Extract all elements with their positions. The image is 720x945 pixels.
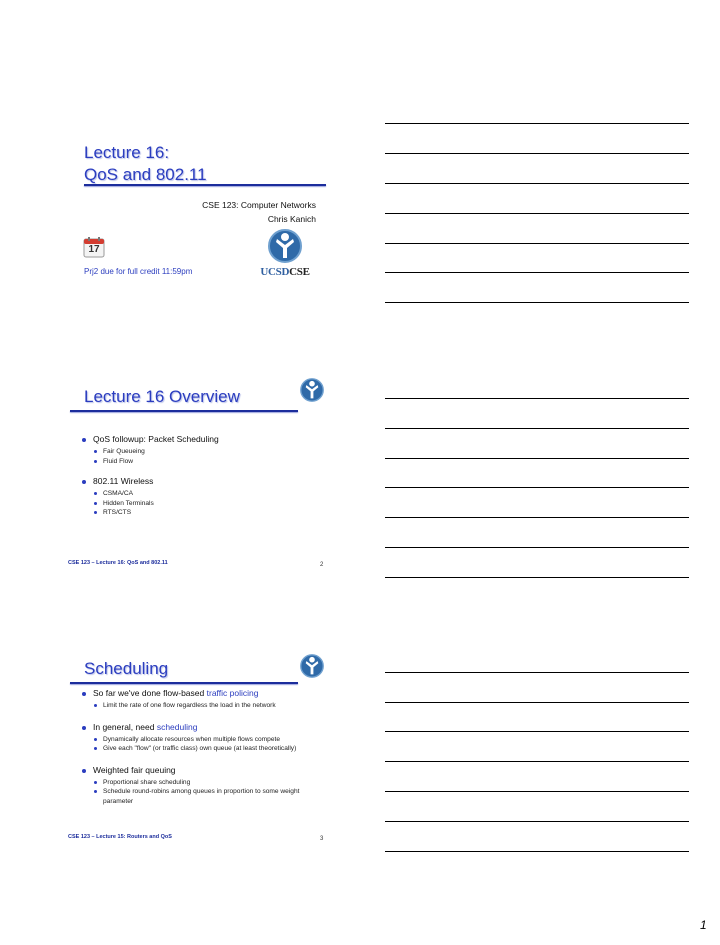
- slide3-bullets: [80, 688, 320, 806]
- slide2-page-number: 2: [320, 562, 324, 568]
- bullet-policing: [80, 688, 320, 711]
- note-line: [385, 517, 689, 518]
- note-line: [385, 702, 689, 703]
- slide1-byline: [202, 198, 316, 226]
- note-line: [385, 487, 689, 488]
- slide1-title-line2: QoS and 802.11: [84, 165, 207, 184]
- sheet-page-number: 1: [700, 918, 707, 932]
- sub-bullet: Fluid Flow: [93, 457, 219, 467]
- slide3-page-number: 3: [320, 836, 324, 842]
- note-line: [385, 791, 689, 792]
- slide3-title: Scheduling: [84, 659, 169, 678]
- sub-bullet: Fair Queueing: [93, 447, 219, 457]
- bullet-need-scheduling: [80, 722, 320, 754]
- slide2-title: Lecture 16 Overview: [84, 387, 240, 406]
- note-line: [385, 821, 689, 822]
- ucsd-figure-icon: [300, 376, 324, 404]
- note-line: [385, 272, 689, 273]
- slide-3: [56, 648, 336, 858]
- note-line: [385, 851, 689, 852]
- note-line: [385, 243, 689, 244]
- instructor-name: Chris Kanich: [267, 214, 316, 224]
- note-line: [385, 731, 689, 732]
- due-note: Prj2 due for full credit 11:59pm: [84, 267, 193, 276]
- note-line: [385, 398, 689, 399]
- sub-bullet: Limit the rate of one flow regardless the load in the network: [93, 701, 320, 711]
- sub-bullet: Hidden Terminals: [93, 499, 219, 509]
- slide2-title-rule: [70, 410, 298, 412]
- sub-bullet: Proportional share scheduling: [93, 778, 320, 788]
- ucsd-cse-logo: [254, 226, 316, 282]
- bullet-text: Weighted fair queuing: [93, 764, 176, 775]
- sub-bullet: Dynamically allocate resources when multiple flows compete: [93, 735, 320, 745]
- calendar-icon: [83, 236, 105, 258]
- note-line: [385, 547, 689, 548]
- sub-bullet: RTS/CTS: [93, 508, 219, 518]
- bullet-scheduling: [80, 434, 219, 466]
- slide1-title-rule: [84, 184, 326, 186]
- calendar-day: 17: [88, 244, 100, 255]
- bullet-highlight: scheduling: [156, 721, 198, 732]
- sub-bullet: CSMA/CA: [93, 489, 219, 499]
- slide-2: [56, 372, 336, 582]
- course-name: CSE 123: Computer Networks: [202, 200, 316, 210]
- ucsd-figure-icon: [300, 652, 324, 680]
- bullet-wfq: [80, 765, 320, 807]
- slide-1: [56, 116, 336, 326]
- bullet-wireless: [80, 476, 219, 518]
- bullet-text: In general, need: [93, 721, 155, 732]
- note-line: [385, 672, 689, 673]
- bullet-text: 802.11 Wireless: [93, 476, 154, 486]
- note-line: [385, 153, 689, 154]
- slide1-title: [84, 142, 207, 186]
- slide3-footer: CSE 123 – Lecture 15: Routers and QoS: [68, 834, 172, 840]
- bullet-text: QoS followup: Packet Scheduling: [93, 434, 219, 444]
- note-line: [385, 577, 689, 578]
- sub-bullet: Give each "flow" (or traffic class) own queue (at least theoretically): [93, 744, 320, 754]
- bullet-text: So far we've done flow-based: [93, 688, 205, 698]
- note-line: [385, 183, 689, 184]
- bullet-highlight: traffic policing: [206, 688, 259, 698]
- note-line: [385, 428, 689, 429]
- sub-bullet: Schedule round-robins among queues in proportion to some weight parameter: [93, 787, 320, 806]
- slide2-footer: CSE 123 – Lecture 16: QoS and 802.11: [68, 560, 168, 566]
- slide1-title-line1: Lecture 16:: [84, 143, 170, 162]
- note-line: [385, 761, 689, 762]
- note-line: [385, 213, 689, 214]
- slide2-bullets: [80, 434, 219, 518]
- logo-ucsd-text: UCSD: [260, 266, 290, 278]
- note-line: [385, 123, 689, 124]
- note-line: [385, 458, 689, 459]
- ucsd-figure-icon: [268, 226, 302, 266]
- logo-cse-text: CSE: [289, 266, 310, 278]
- note-line: [385, 302, 689, 303]
- slide3-title-rule: [70, 682, 298, 684]
